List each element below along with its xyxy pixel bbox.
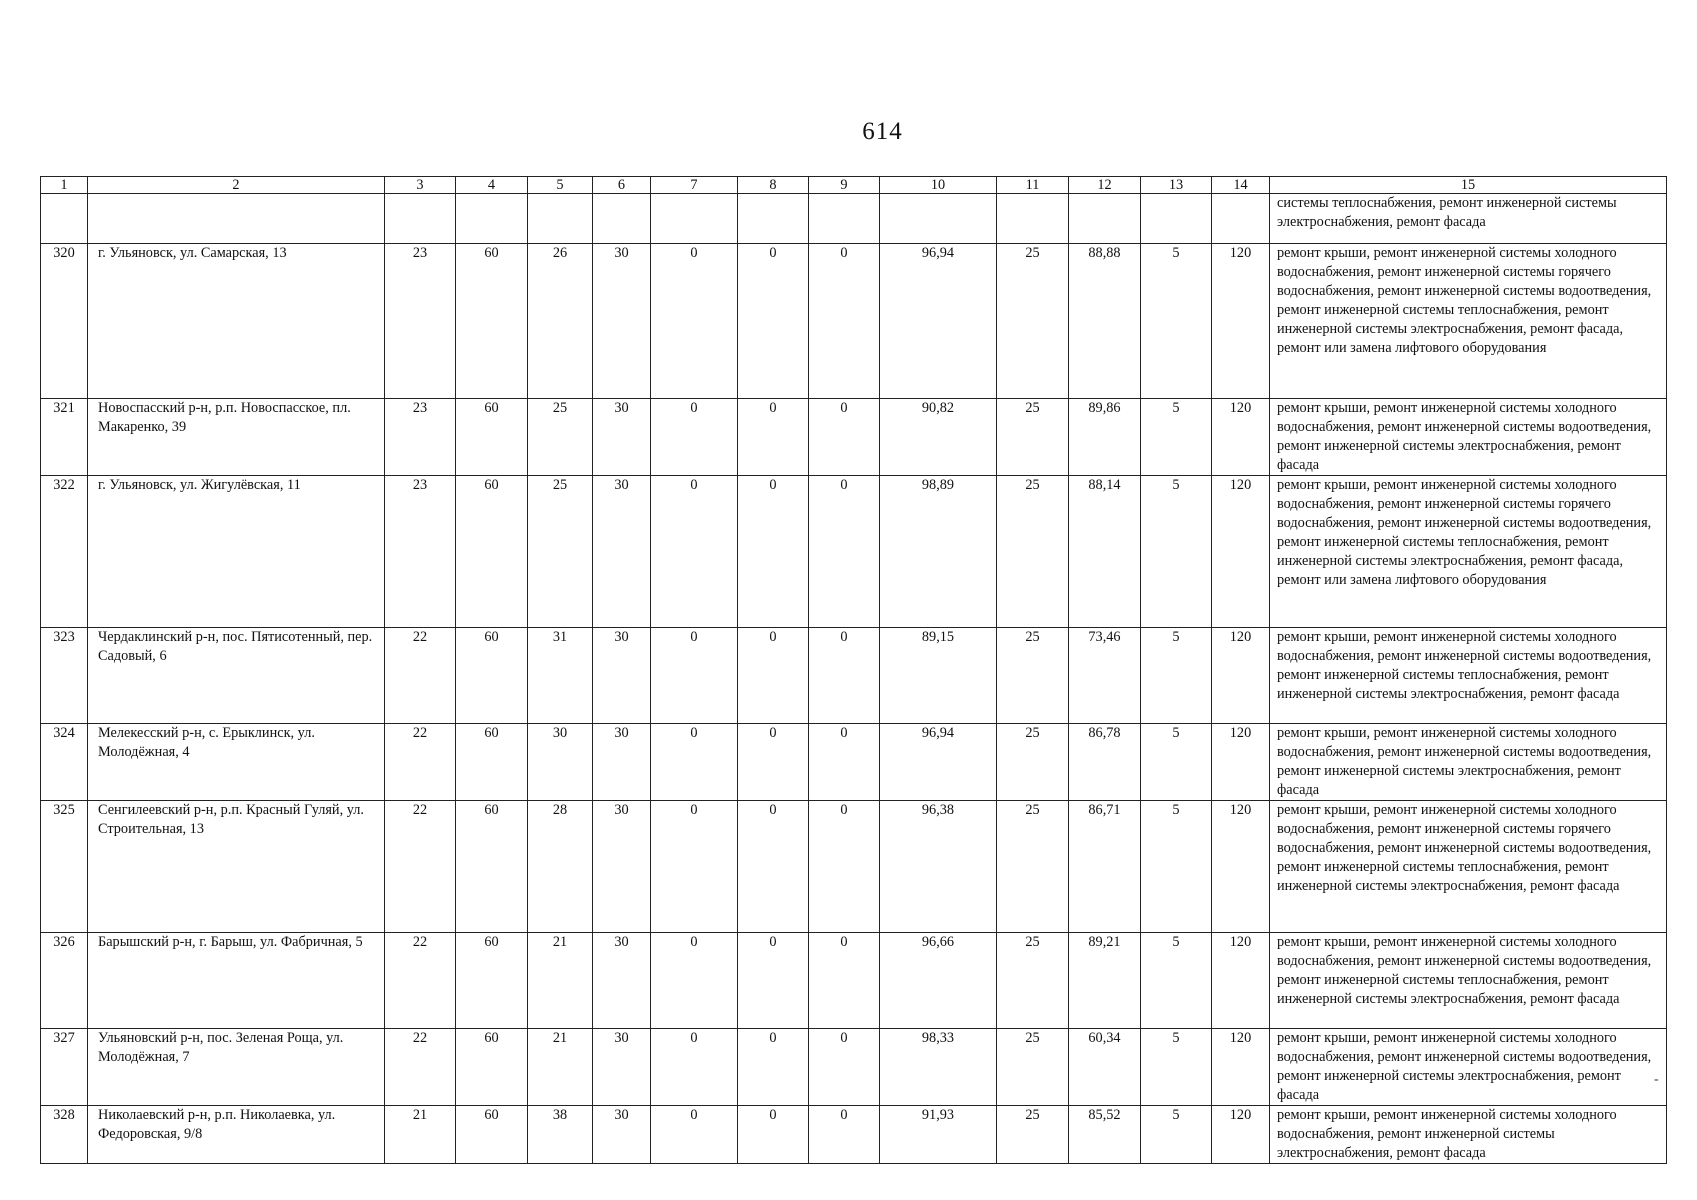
value-cell-c8: 0	[738, 628, 809, 724]
value-cell-c3: 23	[385, 476, 456, 628]
address-cell: Мелекесский р-н, с. Ерыклинск, ул. Молодёжная, 4	[88, 724, 385, 801]
value-cell-c7: 0	[651, 244, 738, 399]
address-cell: Чердаклинский р-н, пос. Пятисотенный, пер. Садовый, 6	[88, 628, 385, 724]
value-cell-c13: 5	[1141, 1029, 1212, 1106]
value-cell-c7: 0	[651, 1029, 738, 1106]
value-cell-c8: 0	[738, 1106, 809, 1164]
value-cell-c11: 25	[997, 476, 1069, 628]
column-number: 10	[880, 177, 997, 194]
value-cell-c4: 60	[456, 724, 528, 801]
value-cell-c14: 120	[1212, 399, 1270, 476]
value-cell-c11: 25	[997, 1106, 1069, 1164]
value-cell-c13: 5	[1141, 628, 1212, 724]
value-cell-c7: 0	[651, 476, 738, 628]
value-cell-c3: 23	[385, 244, 456, 399]
table-row	[41, 933, 1667, 1029]
value-cell-c3: 22	[385, 1029, 456, 1106]
value-cell-c4: 60	[456, 933, 528, 1029]
value-cell-c14: 120	[1212, 628, 1270, 724]
margin-mark: -	[1654, 1072, 1659, 1087]
value-cell-c11: 25	[997, 244, 1069, 399]
works-cell: ремонт крыши, ремонт инженерной системы холодного водоснабжения, ремонт инженерной системы электроснабжения, ремонт фасада	[1270, 1106, 1667, 1164]
value-cell-c6: 30	[593, 476, 651, 628]
value-cell-c14: 120	[1212, 801, 1270, 933]
value-cell-c12: 73,46	[1069, 628, 1141, 724]
table-row	[41, 724, 1667, 801]
value-cell-c6: 30	[593, 628, 651, 724]
address-cell	[88, 194, 385, 244]
value-cell-c9: 0	[809, 1106, 880, 1164]
column-number: 15	[1270, 177, 1667, 194]
value-cell-c10: 98,33	[880, 1029, 997, 1106]
column-number: 7	[651, 177, 738, 194]
value-cell-c4: 60	[456, 1029, 528, 1106]
row-number-cell: 327	[41, 1029, 88, 1106]
works-cell: ремонт крыши, ремонт инженерной системы холодного водоснабжения, ремонт инженерной системы водоотведения, ремонт инженерной системы электроснабжения, ремонт фасада	[1270, 1029, 1667, 1106]
page-number: 614	[862, 118, 903, 145]
value-cell-c7: 0	[651, 1106, 738, 1164]
value-cell-c3: 22	[385, 801, 456, 933]
value-cell-c6: 30	[593, 801, 651, 933]
works-cell: ремонт крыши, ремонт инженерной системы холодного водоснабжения, ремонт инженерной системы горячего водоснабжения, ремонт инженерной системы водоотведения, ремонт инженерной системы теплоснабжения, ремонт инженерной системы электроснабжения, ремонт фасада, ремонт или замена лифтового оборудования	[1270, 244, 1667, 399]
value-cell-c5: 26	[528, 244, 593, 399]
column-number: 13	[1141, 177, 1212, 194]
value-cell-c5: 21	[528, 933, 593, 1029]
column-number: 5	[528, 177, 593, 194]
works-cell: ремонт крыши, ремонт инженерной системы холодного водоснабжения, ремонт инженерной системы водоотведения, ремонт инженерной системы электроснабжения, ремонт фасада	[1270, 399, 1667, 476]
value-cell-c11: 25	[997, 628, 1069, 724]
value-cell-c9: 0	[809, 801, 880, 933]
value-cell-c9: 0	[809, 244, 880, 399]
column-number: 14	[1212, 177, 1270, 194]
row-number-cell: 326	[41, 933, 88, 1029]
value-cell-c8: 0	[738, 933, 809, 1029]
value-cell-c8: 0	[738, 476, 809, 628]
value-cell-c8: 0	[738, 801, 809, 933]
table-row	[41, 628, 1667, 724]
value-cell-c11: 25	[997, 933, 1069, 1029]
column-number: 11	[997, 177, 1069, 194]
row-number-cell: 328	[41, 1106, 88, 1164]
column-number: 3	[385, 177, 456, 194]
value-cell-c12: 85,52	[1069, 1106, 1141, 1164]
table-row	[41, 476, 1667, 628]
value-cell-c4: 60	[456, 399, 528, 476]
address-cell: Сенгилеевский р-н, р.п. Красный Гуляй, ул. Строительная, 13	[88, 801, 385, 933]
value-cell-c12: 60,34	[1069, 1029, 1141, 1106]
value-cell-c7: 0	[651, 933, 738, 1029]
value-cell-c12: 89,21	[1069, 933, 1141, 1029]
value-cell-c8: 0	[738, 1029, 809, 1106]
value-cell-c4: 60	[456, 244, 528, 399]
value-cell-c13: 5	[1141, 1106, 1212, 1164]
value-cell-c5: 30	[528, 724, 593, 801]
value-cell-c12: 86,71	[1069, 801, 1141, 933]
column-number: 4	[456, 177, 528, 194]
value-cell-c9: 0	[809, 1029, 880, 1106]
column-number: 1	[41, 177, 88, 194]
value-cell-c3: 22	[385, 628, 456, 724]
value-cell-c7: 0	[651, 628, 738, 724]
row-number-cell: 324	[41, 724, 88, 801]
table-row	[41, 1106, 1667, 1164]
value-cell-c3: 23	[385, 399, 456, 476]
table-row	[41, 399, 1667, 476]
value-cell-c14: 120	[1212, 724, 1270, 801]
value-cell-c5: 28	[528, 801, 593, 933]
value-cell-c13: 5	[1141, 801, 1212, 933]
value-cell-c6: 30	[593, 399, 651, 476]
works-cell: ремонт крыши, ремонт инженерной системы холодного водоснабжения, ремонт инженерной системы водоотведения, ремонт инженерной системы теплоснабжения, ремонт инженерной системы электроснабжения, ремонт фасада	[1270, 628, 1667, 724]
value-cell-c9: 0	[809, 724, 880, 801]
table-row	[41, 1029, 1667, 1106]
works-cell: ремонт крыши, ремонт инженерной системы холодного водоснабжения, ремонт инженерной системы горячего водоснабжения, ремонт инженерной системы водоотведения, ремонт инженерной системы теплоснабжения, ремонт инженерной системы электроснабжения, ремонт фасада	[1270, 801, 1667, 933]
value-cell-c9: 0	[809, 399, 880, 476]
works-cell: ремонт крыши, ремонт инженерной системы холодного водоснабжения, ремонт инженерной системы горячего водоснабжения, ремонт инженерной системы водоотведения, ремонт инженерной системы теплоснабжения, ремонт инженерной системы электроснабжения, ремонт фасада, ремонт или замена лифтового оборудования	[1270, 476, 1667, 628]
value-cell-c14: 120	[1212, 933, 1270, 1029]
value-cell-c10: 91,93	[880, 1106, 997, 1164]
repair-registry-table	[40, 176, 1667, 1164]
value-cell-c13: 5	[1141, 724, 1212, 801]
value-cell-c10: 96,38	[880, 801, 997, 933]
row-number-cell	[41, 194, 88, 244]
value-cell-c11: 25	[997, 399, 1069, 476]
value-cell-c12: 88,14	[1069, 476, 1141, 628]
address-cell: г. Ульяновск, ул. Жигулёвская, 11	[88, 476, 385, 628]
value-cell-c14: 120	[1212, 476, 1270, 628]
row-number-cell: 322	[41, 476, 88, 628]
value-cell-c5: 21	[528, 1029, 593, 1106]
value-cell-c7: 0	[651, 399, 738, 476]
value-cell-c9: 0	[809, 476, 880, 628]
column-number-row	[41, 177, 1667, 194]
works-cell: ремонт крыши, ремонт инженерной системы холодного водоснабжения, ремонт инженерной системы водоотведения, ремонт инженерной системы теплоснабжения, ремонт инженерной системы электроснабжения, ремонт фасада	[1270, 933, 1667, 1029]
value-cell-c13: 5	[1141, 933, 1212, 1029]
address-cell: г. Ульяновск, ул. Самарская, 13	[88, 244, 385, 399]
value-cell-c6: 30	[593, 1029, 651, 1106]
works-cell: системы теплоснабжения, ремонт инженерной системы электроснабжения, ремонт фасада	[1270, 194, 1667, 244]
value-cell-c6: 30	[593, 724, 651, 801]
continuation-row	[41, 194, 1667, 244]
value-cell-c13: 5	[1141, 476, 1212, 628]
address-cell: Ульяновский р-н, пос. Зеленая Роща, ул. Молодёжная, 7	[88, 1029, 385, 1106]
data-rows	[41, 244, 1667, 1164]
value-cell-c8: 0	[738, 724, 809, 801]
address-cell: Барышский р-н, г. Барыш, ул. Фабричная, 5	[88, 933, 385, 1029]
value-cell-c14: 120	[1212, 1106, 1270, 1164]
value-cell-c9: 0	[809, 628, 880, 724]
value-cell-c12: 86,78	[1069, 724, 1141, 801]
value-cell-c6: 30	[593, 933, 651, 1029]
value-cell-c10: 96,94	[880, 724, 997, 801]
column-number: 6	[593, 177, 651, 194]
value-cell-c5: 31	[528, 628, 593, 724]
value-cell-c8: 0	[738, 244, 809, 399]
value-cell-c11: 25	[997, 724, 1069, 801]
value-cell-c6: 30	[593, 244, 651, 399]
value-cell-c3: 22	[385, 933, 456, 1029]
table-row	[41, 244, 1667, 399]
value-cell-c10: 90,82	[880, 399, 997, 476]
value-cell-c14: 120	[1212, 244, 1270, 399]
value-cell-c4: 60	[456, 476, 528, 628]
row-number-cell: 321	[41, 399, 88, 476]
value-cell-c9: 0	[809, 933, 880, 1029]
value-cell-c4: 60	[456, 1106, 528, 1164]
row-number-cell: 320	[41, 244, 88, 399]
value-cell-c11: 25	[997, 801, 1069, 933]
works-cell: ремонт крыши, ремонт инженерной системы холодного водоснабжения, ремонт инженерной системы водоотведения, ремонт инженерной системы электроснабжения, ремонт фасада	[1270, 724, 1667, 801]
row-number-cell: 323	[41, 628, 88, 724]
value-cell-c7: 0	[651, 801, 738, 933]
value-cell-c11: 25	[997, 1029, 1069, 1106]
value-cell-c10: 96,94	[880, 244, 997, 399]
value-cell-c3: 21	[385, 1106, 456, 1164]
value-cell-c10: 89,15	[880, 628, 997, 724]
value-cell-c5: 38	[528, 1106, 593, 1164]
value-cell-c12: 89,86	[1069, 399, 1141, 476]
value-cell-c7: 0	[651, 724, 738, 801]
value-cell-c8: 0	[738, 399, 809, 476]
address-cell: Новоспасский р-н, р.п. Новоспасское, пл. Макаренко, 39	[88, 399, 385, 476]
row-number-cell: 325	[41, 801, 88, 933]
column-number: 2	[88, 177, 385, 194]
value-cell-c5: 25	[528, 476, 593, 628]
column-number: 8	[738, 177, 809, 194]
value-cell-c5: 25	[528, 399, 593, 476]
value-cell-c4: 60	[456, 628, 528, 724]
value-cell-c13: 5	[1141, 244, 1212, 399]
value-cell-c13: 5	[1141, 399, 1212, 476]
value-cell-c4: 60	[456, 801, 528, 933]
column-number: 12	[1069, 177, 1141, 194]
value-cell-c6: 30	[593, 1106, 651, 1164]
table-row	[41, 801, 1667, 933]
value-cell-c10: 96,66	[880, 933, 997, 1029]
value-cell-c10: 98,89	[880, 476, 997, 628]
value-cell-c3: 22	[385, 724, 456, 801]
value-cell-c14: 120	[1212, 1029, 1270, 1106]
value-cell-c12: 88,88	[1069, 244, 1141, 399]
column-number: 9	[809, 177, 880, 194]
address-cell: Николаевский р-н, р.п. Николаевка, ул. Федоровская, 9/8	[88, 1106, 385, 1164]
